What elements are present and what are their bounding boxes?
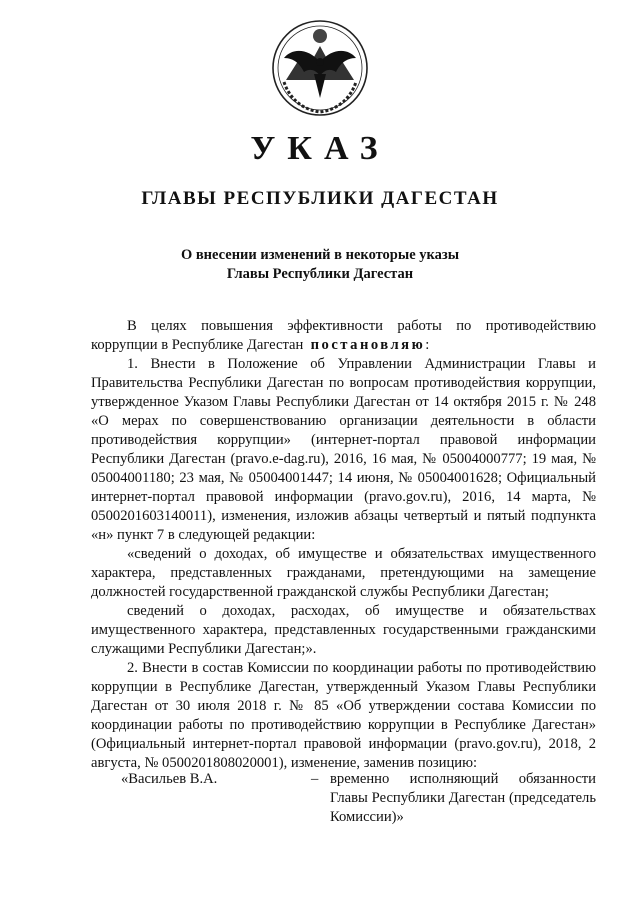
- paragraph-quote-2: сведений о доходах, расходах, об имуществе и обязательствах имущественного характера, представленных государственными гражданскими служащими Республики Дагестан;».: [91, 603, 596, 657]
- preamble-colon: :: [425, 337, 430, 353]
- decree-heading-line-1: О внесении изменений в некоторые указы: [180, 247, 460, 263]
- coat-of-arms-dagestan-icon: [270, 18, 370, 118]
- paragraph-1: 1. Внести в Положение об Управлении Администрации Главы и Правительства Республики Дагестан по вопросам противодействия коррупции, утвержденное Указом Главы Республики Дагестан от 14 октября 2015 г. № 248 «О мерах по совершенствованию организации деятельности в области противодействия коррупции» (интернет-портал правовой информации Республики Дагестан (pravo.e-dag.ru), 2016, 16 мая, № 05004000777; 19 мая, № 05004001180; 23 мая, № 05004001447; 14 июня, № 05004001628; Официальный интернет-портал правовой информации (pravo.gov.ru), 2016, 14 марта, № 0500201603140011), изменения, изложив абзацы четвертый и пятый подпункта «н» пункт 7 в следующей редакции:: [91, 356, 596, 543]
- document-subtitle: ГЛАВЫ РЕСПУБЛИКИ ДАГЕСТАН: [141, 188, 499, 209]
- paragraph-2: 2. Внести в состав Комиссии по координации работы по противодействию коррупции в Республике Дагестан, утвержденный Указом Главы Республики Дагестан от 30 июля 2018 г. № 85 «Об утверждении состава Комиссии по координации работы по противодействию коррупции в Республике Дагестан» (Официальный интернет-портал правовой информации (pravo.gov.ru), 2018, 2 августа, № 0500201808020001), изменение, заменив позицию:: [91, 660, 596, 771]
- decree-body: [91, 317, 596, 773]
- position-role: временно исполняющий обязанности Главы Республики Дагестан (председатель Комиссии)»: [330, 771, 596, 825]
- position-name: «Васильев В.А.: [121, 771, 218, 787]
- position-dash: –: [311, 771, 319, 787]
- decree-heading-line-2: Главы Республики Дагестан: [226, 266, 414, 282]
- preamble-text: В целях повышения эффективности работы по противодействию коррупции в Республике Дагестан: [91, 318, 596, 353]
- decree-heading: [0, 246, 640, 284]
- document-title: УКАЗ: [250, 130, 390, 167]
- decree-word: постановляю: [310, 337, 426, 353]
- preamble-paragraph: [91, 317, 596, 355]
- paragraph-quote-1: «сведений о доходах, об имуществе и обязательствах имущественного характера, представленных гражданами, претендующими на замещение должностей государственной гражданской службы Республики Дагестан;: [91, 546, 596, 600]
